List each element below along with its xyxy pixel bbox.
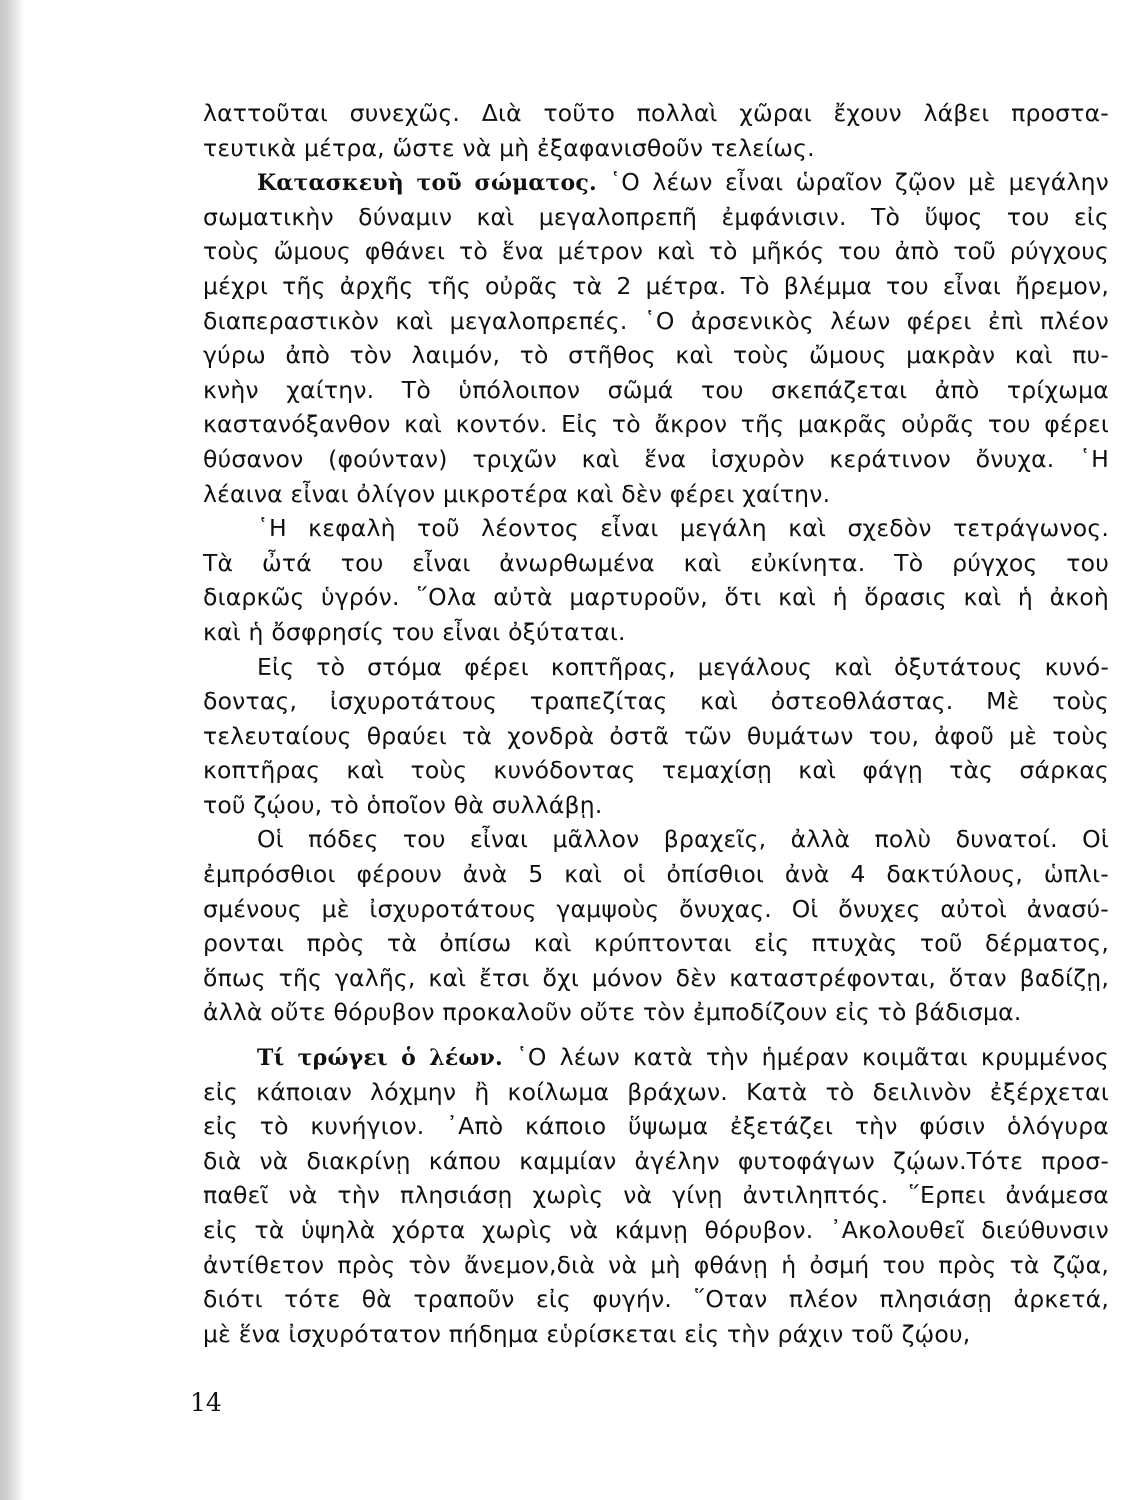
text-line: Τὰ ὦτά του εἶναι ἀνωρθωμένα καὶ εὐκίνητα. Τὸ ρύγχος του	[203, 548, 1109, 577]
text-line: μὲ ἕνα ἰσχυρότατον πήδημα εὑρίσκεται εἰς τὴν ράχιν τοῦ ζῴου,	[203, 1319, 971, 1348]
text-line: διὰ νὰ διακρίνῃ κάπου καμμίαν ἀγέλην φυτοφάγων ζῴων.Τότε προσ-	[203, 1146, 1109, 1175]
text-line: Οἱ πόδες του εἶναι μᾶλλον βραχεῖς, ἀλλὰ πολὺ δυνατοί. Οἱ	[257, 825, 1109, 854]
text-line: κοπτῆρας καὶ τοὺς κυνόδοντας τεμαχίσῃ καὶ φάγῃ τὰς σάρκας	[203, 756, 1109, 785]
binding-shadow	[0, 0, 22, 1500]
text-line: διαπεραστικὸν καὶ μεγαλοπρεπές. ῾Ο ἀρσενικὸς λέων φέρει ἐπὶ πλέον	[203, 306, 1109, 335]
text-line: τοῦ ζῴου, τὸ ὁποῖον θὰ συλλάβῃ.	[203, 790, 603, 819]
text-line: τελευταίους θραύει τὰ χονδρὰ ὀστᾶ τῶν θυμάτων του, ἀφοῦ μὲ τοὺς	[203, 721, 1109, 750]
text-line: τοὺς ὤμους φθάνει τὸ ἕνα μέτρον καὶ τὸ μῆκός του ἀπὸ τοῦ ρύγχους	[203, 237, 1109, 266]
text-line: εἰς κάποιαν λόχμην ἢ κοίλωμα βράχων. Κατὰ τὸ δειλινὸν ἐξέρχεται	[203, 1077, 1109, 1106]
text-line: γύρω ἀπὸ τὸν λαιμόν, τὸ στῆθος καὶ τοὺς ὤμους μακρὰν καὶ πυ-	[203, 341, 1109, 370]
text-line: ἀντίθετον πρὸς τὸν ἄνεμον,διὰ νὰ μὴ φθάνῃ ἡ ὀσμή του πρὸς τὰ ζῷα,	[203, 1250, 1109, 1279]
text-line: μέχρι τῆς ἀρχῆς τῆς οὐρᾶς τὰ 2 μέτρα. Τὸ βλέμμα του εἶναι ἤρεμον,	[203, 271, 1109, 300]
text-line: εἰς τὸ κυνήγιον. ᾿Απὸ κάποιο ὕψωμα ἐξετάζει τὴν φύσιν ὁλόγυρα	[203, 1112, 1109, 1141]
text-line: καὶ ἡ ὄσφρησίς του εἶναι ὀξύταται.	[203, 617, 626, 646]
text-line: ἀλλὰ οὔτε θόρυβον προκαλοῦν οὔτε τὸν ἐμποδίζουν εἰς τὸ βάδισμα.	[203, 998, 1022, 1027]
text-line: ἐμπρόσθιοι φέρουν ἀνὰ 5 καὶ οἱ ὀπίσθιοι ἀνὰ 4 δακτύλους, ὡπλι-	[203, 860, 1109, 889]
text-line: δοντας, ἰσχυροτάτους τραπεζίτας καὶ ὀστεοθλάστας. Μὲ τοὺς	[203, 687, 1109, 716]
text-fragment: ῾Ο λέων εἶναι ὡραῖον ζῷον μὲ μεγάλην	[596, 168, 1109, 197]
text-line: ῾Η κεφαλὴ τοῦ λέοντος εἶναι μεγάλη καὶ σχεδὸν τετράγωνος.	[257, 514, 1109, 543]
section-heading: Τί τρώγει ὁ λέων.	[257, 1045, 503, 1072]
page-number: 14	[190, 1388, 222, 1417]
text-line: τευτικὰ μέτρα, ὥστε νὰ μὴ ἐξαφανισθοῦν τελείως.	[203, 133, 815, 162]
text-fragment: ῾Ο λέων κατὰ τὴν ἡμέραν κοιμᾶται κρυμμένος	[502, 1043, 1109, 1072]
text-line: σωματικὴν δύναμιν καὶ μεγαλοπρεπῆ ἐμφάνισιν. Τὸ ὕψος του εἰς	[203, 202, 1109, 231]
text-line: εἰς τὰ ὑψηλὰ χόρτα χωρὶς νὰ κάμνῃ θόρυβον. ᾿Ακολουθεῖ διεύθυνσιν	[203, 1216, 1109, 1244]
text-line: ὅπως τῆς γαλῆς, καὶ ἔτσι ὄχι μόνον δὲν καταστρέφονται, ὅταν βαδίζῃ,	[203, 963, 1109, 992]
section-heading: Κατασκευὴ τοῦ σώματος.	[257, 170, 597, 197]
text-line: παθεῖ νὰ τὴν πλησιάσῃ χωρὶς νὰ γίνῃ ἀντιληπτός. ῞Ερπει ἀνάμεσα	[203, 1181, 1109, 1210]
text-line: διότι τότε θὰ τραποῦν εἰς φυγήν. ῞Οταν πλέον πλησιάσῃ ἀρκετά,	[203, 1285, 1109, 1314]
text-line: κνὴν χαίτην. Τὸ ὑπόλοιπον σῶμά του σκεπάζεται ἀπὸ τρίχωμα	[203, 375, 1109, 404]
text-line: Εἰς τὸ στόμα φέρει κοπτῆρας, μεγάλους καὶ ὀξυτάτους κυνό-	[257, 652, 1109, 681]
text-line: θύσανον (φούνταν) τριχῶν καὶ ἕνα ἰσχυρὸν κεράτινον ὄνυχα. ῾Η	[203, 444, 1109, 473]
body-text	[203, 96, 1109, 1351]
text-line: καστανόξανθον καὶ κοντόν. Εἰς τὸ ἄκρον τῆς μακρᾶς οὐρᾶς του φέρει	[203, 410, 1109, 439]
text-line: ρονται πρὸς τὰ ὀπίσω καὶ κρύπτονται εἰς πτυχὰς τοῦ δέρματος,	[203, 929, 1109, 958]
text-line: λαττοῦται συνεχῶς. Διὰ τοῦτο πολλαὶ χῶραι ἔχουν λάβει προστα-	[203, 99, 1109, 127]
text-line: διαρκῶς ὑγρόν. ῞Ολα αὐτὰ μαρτυροῦν, ὅτι καὶ ἡ ὅρασις καὶ ἡ ἀκοὴ	[203, 583, 1109, 612]
section-first-line	[203, 165, 1109, 200]
section-first-line	[203, 1040, 1109, 1075]
text-line: σμένους μὲ ἰσχυροτάτους γαμψοὺς ὄνυχας. Οἱ ὄνυχες αὐτοὶ ἀνασύ-	[203, 894, 1109, 923]
text-line: λέαινα εἶναι ὀλίγον μικροτέρα καὶ δὲν φέρει χαίτην.	[203, 479, 831, 508]
